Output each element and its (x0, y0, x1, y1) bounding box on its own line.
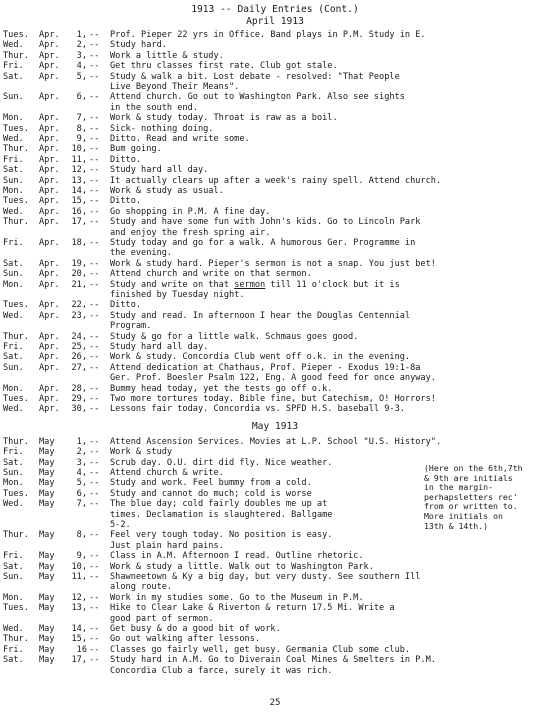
entry-date: 9, (76, 551, 87, 562)
entry-dash: -- (89, 634, 100, 645)
entry-date: 12, (71, 165, 87, 176)
entry-date: 6, (76, 488, 87, 499)
entry-month: May (39, 634, 55, 645)
entry-text: Work & study today. Throat is raw as a boil. (110, 113, 338, 124)
entry-dash: -- (89, 624, 100, 634)
entry-month: Apr. (39, 92, 60, 103)
entry-month: Apr. (39, 258, 60, 269)
entry-text: Study and work. Feel bummy from a cold. (110, 478, 312, 489)
entry-text: Work & study. Concordia Club went off o.k. in the evening. (110, 352, 411, 363)
entry-month: Apr. (39, 331, 60, 342)
entry-text: Work & study a little. Walk out to Washington Park. (110, 561, 374, 572)
entry-dash: -- (89, 447, 100, 458)
entry-weekday: Tues. (3, 488, 29, 499)
entry-text: The blue day; cold fairly doubles me up at (110, 499, 328, 510)
entry-date: 15, (71, 634, 87, 645)
entry-date: 14, (71, 624, 87, 634)
entry-date: 20, (71, 269, 87, 280)
entry-text: Work & study (110, 447, 173, 458)
entry-date: 15, (71, 196, 87, 207)
entry-month: Apr. (39, 206, 60, 217)
entry-date: 7, (76, 113, 87, 124)
entry-text: Attend church. Go out to Washington Park. Also see sights (110, 92, 405, 103)
entry-text: Hike to Clear Lake & Riverton & return 17.5 Mi. Write a (110, 603, 395, 614)
entry-weekday: Sun. (3, 92, 24, 103)
entry-weekday: Thur. (3, 50, 29, 61)
entry-dash: -- (89, 144, 100, 155)
entry-date: 25, (71, 342, 87, 352)
entry-text: Ditto. (110, 196, 142, 207)
entry-text: Work a little & study. (110, 50, 224, 61)
entry-dash: -- (89, 71, 100, 82)
entry-date: 27, (71, 362, 87, 373)
entry-weekday: Mon. (3, 383, 24, 394)
entry-dash: -- (89, 551, 100, 562)
entry-date: 1, (76, 30, 87, 40)
entry-text: Attend Ascension Services. Movies at L.P. School "U.S. History". (110, 436, 442, 447)
entry-dash: -- (89, 134, 100, 144)
entry-dash: -- (89, 644, 100, 655)
entry-dash: -- (89, 258, 100, 269)
entry-date: 2, (76, 40, 87, 51)
entry-date: 5, (76, 478, 87, 489)
entry-weekday: Fri. (3, 644, 24, 655)
margin-note: (Here on the 6th,7th & 9th are initials in the margin- perhapsletters rec' from or written to. More initials on 13th & 14th.) (424, 463, 523, 531)
entry-weekday: Thur. (3, 217, 29, 228)
entry-dash: -- (89, 404, 100, 415)
entry-text: Study hard. (110, 40, 167, 51)
entry-dash: -- (89, 217, 100, 228)
entry-text: Program. (110, 321, 152, 332)
entry-text: Study and have some fun with John's kids. Go to Lincoln Park (110, 217, 421, 228)
entry-weekday: Mon. (3, 279, 24, 290)
entry-weekday: Fri. (3, 61, 24, 72)
entry-text: Study and cannot do much; cold is worse (110, 488, 312, 499)
entry-dash: -- (89, 362, 100, 373)
entry-date: 5, (76, 71, 87, 82)
entry-weekday: Tues. (3, 394, 29, 404)
entry-dash: -- (89, 436, 100, 447)
entry-date: 4, (76, 61, 87, 72)
entry-month: May (39, 561, 55, 572)
entry-month: Apr. (39, 342, 60, 352)
entry-text: Work & study hard. Pieper's sermon is not a snap. You just bet! (110, 258, 436, 269)
entry-weekday: Sat. (3, 71, 24, 82)
entry-dash: -- (89, 383, 100, 394)
entry-weekday: Fri. (3, 154, 24, 165)
entry-text: Bum going. (110, 144, 162, 155)
entry-month: Apr. (39, 300, 60, 311)
entry-month: May (39, 436, 55, 447)
entry-text: Ditto. (110, 300, 142, 311)
entry-date: 16 (76, 644, 87, 655)
entry-month: May (39, 468, 55, 478)
entry-dash: -- (89, 154, 100, 165)
entry-month: Apr. (39, 196, 60, 207)
entry-text: Study hard in A.M. Go to Diverain Coal Mines & Smelters in P.M. (110, 655, 436, 666)
entry-text: Ditto. (110, 154, 142, 165)
entry-weekday: Sun. (3, 362, 24, 373)
entry-dash: -- (89, 394, 100, 404)
entry-date: 19, (71, 258, 87, 269)
entry-date: 11, (71, 154, 87, 165)
entry-weekday: Wed. (3, 624, 24, 634)
page-heading: 1913 -- Daily Entries (Cont.) (191, 4, 359, 15)
entry-date: 12, (71, 592, 87, 603)
entry-date: 7, (76, 499, 87, 510)
entry-text: and enjoy the fresh spring air. (110, 227, 271, 238)
entry-date: 13, (71, 603, 87, 614)
entry-text: Attend dedication at Chathaus, Prof. Pieper - Exodus 19:1-8a (110, 362, 421, 373)
entry-dash: -- (89, 561, 100, 572)
entry-dash: -- (89, 468, 100, 478)
entry-text: 5-2. (110, 519, 131, 530)
entry-dash: -- (89, 186, 100, 196)
entry-date: 8, (76, 530, 87, 541)
entry-date: 2, (76, 447, 87, 458)
entry-text: in the south end. (110, 102, 198, 113)
entry-text: Work in my studies some. Go to the Museum in P.M. (110, 592, 364, 603)
entry-month: Apr. (39, 394, 60, 404)
entry-date: 21, (71, 279, 87, 290)
entry-weekday: Thur. (3, 144, 29, 155)
entry-text: Go out walking after lessons. (110, 634, 261, 645)
entry-date: 11, (71, 572, 87, 582)
entry-month: Apr. (39, 40, 60, 51)
entry-date: 17, (71, 217, 87, 228)
entry-weekday: Tues. (3, 196, 29, 207)
entry-date: 22, (71, 300, 87, 311)
entry-month: Apr. (39, 134, 60, 144)
entry-dash: -- (89, 50, 100, 61)
entry-text: Sick- nothing doing. (110, 123, 214, 134)
entry-dash: -- (89, 530, 100, 541)
entry-text: Study & go for a little walk. Schmaus goes good. (110, 331, 359, 342)
entry-date: 9, (76, 134, 87, 144)
entry-weekday: Sun. (3, 269, 24, 280)
entry-text: Go shopping in P.M. A fine day. (110, 206, 271, 217)
entry-weekday: Sun. (3, 572, 24, 582)
entry-dash: -- (89, 488, 100, 499)
entry-dash: -- (89, 331, 100, 342)
underlined-word: sermon (234, 279, 266, 290)
entry-text: It actually clears up after a week's rainy spell. Attend church. (110, 175, 442, 186)
entry-weekday: Fri. (3, 447, 24, 458)
entry-text: Classes go fairly well, get busy. Germania Club some club. (110, 644, 411, 655)
entry-text: Scrub day. O.U. dirt did fly. Nice weather. (110, 457, 333, 468)
entry-text: Study and read. In afternoon I hear the Douglas Centennial (110, 310, 411, 321)
entry-dash: -- (89, 592, 100, 603)
entry-text: Attend church & write. (110, 468, 224, 478)
entry-month: Apr. (39, 404, 60, 415)
entry-date: 18, (71, 238, 87, 248)
entry-date: 13, (71, 175, 87, 186)
entry-date: 30, (71, 404, 87, 415)
entry-dash: -- (89, 206, 100, 217)
entry-weekday: Sat. (3, 655, 24, 666)
entry-text: Lessons fair today. Concordia vs. SPFD H.S. baseball 9-3. (110, 404, 405, 415)
entry-month: Apr. (39, 383, 60, 394)
entry-month: Apr. (39, 352, 60, 363)
entry-text: Bummy head today, yet the tests go off o.k. (110, 383, 333, 394)
entry-date: 10, (71, 561, 87, 572)
entry-dash: -- (89, 310, 100, 321)
entry-text: Live Beyond Their Means". (110, 81, 240, 92)
entry-date: 3, (76, 457, 87, 468)
entry-text: Concordia Club a farce, surely it was rich. (110, 665, 333, 676)
entry-month: Apr. (39, 50, 60, 61)
entry-month: Apr. (39, 186, 60, 196)
entry-month: Apr. (39, 165, 60, 176)
entry-weekday: Mon. (3, 113, 24, 124)
entry-weekday: Sun. (3, 175, 24, 186)
entry-weekday: Mon. (3, 478, 24, 489)
entry-dash: -- (89, 30, 100, 40)
entry-date: 16, (71, 206, 87, 217)
entry-date: 26, (71, 352, 87, 363)
entry-date: 3, (76, 50, 87, 61)
entry-month: May (39, 488, 55, 499)
entry-dash: -- (89, 61, 100, 72)
entry-text: Class in A.M. Afternoon I read. Outline rhetoric. (110, 551, 364, 562)
entry-text: Ger. Prof. Boesler Psalm 122, Eng. A good feed for once anyway. (110, 373, 436, 384)
entry-text: finished by Tuesday night. (110, 289, 245, 300)
entry-date: 1, (76, 436, 87, 447)
entry-weekday: Thur. (3, 530, 29, 541)
entry-month: May (39, 530, 55, 541)
entry-weekday: Wed. (3, 134, 24, 144)
entry-weekday: Wed. (3, 499, 24, 510)
entry-dash: -- (89, 123, 100, 134)
entry-dash: -- (89, 279, 100, 290)
entry-date: 17, (71, 655, 87, 666)
entry-month: Apr. (39, 238, 60, 248)
entry-date: 14, (71, 186, 87, 196)
entry-dash: -- (89, 603, 100, 614)
entry-weekday: Mon. (3, 186, 24, 196)
entry-month: Apr. (39, 217, 60, 228)
entry-date: 4, (76, 468, 87, 478)
entry-weekday: Sat. (3, 561, 24, 572)
entry-dash: -- (89, 40, 100, 51)
entry-dash: -- (89, 113, 100, 124)
entry-text: Shawneetown & Ky a big day, but very dusty. See southern Ill (110, 572, 421, 582)
entry-month: Apr. (39, 362, 60, 373)
entry-dash: -- (89, 165, 100, 176)
entry-text: Work & study as usual. (110, 186, 224, 196)
entry-text: Two more tortures today. Bible fine, but Catechism, O! Horrors! (110, 394, 436, 404)
entry-month: May (39, 499, 55, 510)
entry-date: 6, (76, 92, 87, 103)
entry-date: 28, (71, 383, 87, 394)
entry-weekday: Sat. (3, 165, 24, 176)
entry-month: May (39, 655, 55, 666)
entry-month: May (39, 592, 55, 603)
entry-month: Apr. (39, 175, 60, 186)
entry-weekday: Wed. (3, 206, 24, 217)
entry-text: Attend church and write on that sermon. (110, 269, 312, 280)
entry-weekday: Tues. (3, 30, 29, 40)
entry-text: Ditto. Read and write some. (110, 134, 250, 144)
entry-dash: -- (89, 499, 100, 510)
entry-dash: -- (89, 238, 100, 248)
entry-weekday: Fri. (3, 342, 24, 352)
entry-dash: -- (89, 342, 100, 352)
entry-month: Apr. (39, 30, 60, 40)
entry-month: May (39, 572, 55, 582)
entry-month: May (39, 644, 55, 655)
entry-text: Get busy & do a good bit of work. (110, 624, 281, 634)
entry-text: times. Declamation is slaughtered. Ballgame (110, 509, 333, 520)
entry-month: Apr. (39, 123, 60, 134)
entry-month: May (39, 478, 55, 489)
entry-text: along route. (110, 582, 173, 593)
entry-month: Apr. (39, 279, 60, 290)
entry-weekday: Fri. (3, 551, 24, 562)
entry-month: Apr. (39, 154, 60, 165)
entry-text: Feel very tough today. No position is easy. (110, 530, 333, 541)
entry-month: May (39, 551, 55, 562)
entry-month: May (39, 447, 55, 458)
entry-dash: -- (89, 478, 100, 489)
entry-text: Study and write on that sermon till 11 o'clock but it is (110, 279, 400, 290)
entry-date: 29, (71, 394, 87, 404)
entry-month: Apr. (39, 61, 60, 72)
entry-dash: -- (89, 92, 100, 103)
entry-month: May (39, 603, 55, 614)
entry-weekday: Thur. (3, 331, 29, 342)
entry-weekday: Wed. (3, 404, 24, 415)
entry-month: Apr. (39, 144, 60, 155)
month-heading-april: April 1913 (246, 16, 304, 27)
entry-weekday: Wed. (3, 40, 24, 51)
entry-text: Prof. Pieper 22 yrs in Office. Band plays in P.M. Study in E. (110, 30, 426, 40)
entry-weekday: Thur. (3, 634, 29, 645)
entry-dash: -- (89, 196, 100, 207)
entry-text: Study today and go for a walk. A humorous Ger. Programme in (110, 238, 416, 248)
entry-weekday: Sat. (3, 258, 24, 269)
entry-weekday: Sat. (3, 352, 24, 363)
entry-weekday: Tues. (3, 123, 29, 134)
entry-month: Apr. (39, 310, 60, 321)
month-heading-may: May 1913 (251, 420, 299, 432)
entry-weekday: Thur. (3, 436, 29, 447)
entry-text: Study hard all day. (110, 165, 209, 176)
entry-text: the evening. (110, 248, 173, 259)
entry-text: good part of sermon. (110, 613, 214, 624)
entry-dash: -- (89, 175, 100, 186)
entry-weekday: Mon. (3, 592, 24, 603)
entry-dash: -- (89, 352, 100, 363)
entry-dash: -- (89, 269, 100, 280)
entry-weekday: Sun. (3, 468, 24, 478)
entry-weekday: Sat. (3, 457, 24, 468)
entry-month: May (39, 624, 55, 634)
page-number: 25 (269, 698, 281, 708)
entry-text: Get thru classes first rate. Club got stale. (110, 61, 338, 72)
entry-dash: -- (89, 655, 100, 666)
entry-dash: -- (89, 457, 100, 468)
entry-date: 23, (71, 310, 87, 321)
entry-text: Study & walk a bit. Lost debate - resolved: "That People (110, 71, 400, 82)
entry-month: Apr. (39, 71, 60, 82)
entry-text: Study hard all day. (110, 342, 209, 352)
entry-date: 10, (71, 144, 87, 155)
entry-date: 24, (71, 331, 87, 342)
entry-month: Apr. (39, 113, 60, 124)
entry-month: Apr. (39, 269, 60, 280)
entry-weekday: Tues. (3, 603, 29, 614)
entry-dash: -- (89, 572, 100, 582)
entry-weekday: Tues. (3, 300, 29, 311)
entry-text: Just plain hard pains. (110, 540, 224, 551)
entry-date: 8, (76, 123, 87, 134)
entry-weekday: Fri. (3, 238, 24, 248)
entry-dash: -- (89, 300, 100, 311)
entry-month: May (39, 457, 55, 468)
entry-weekday: Wed. (3, 310, 24, 321)
